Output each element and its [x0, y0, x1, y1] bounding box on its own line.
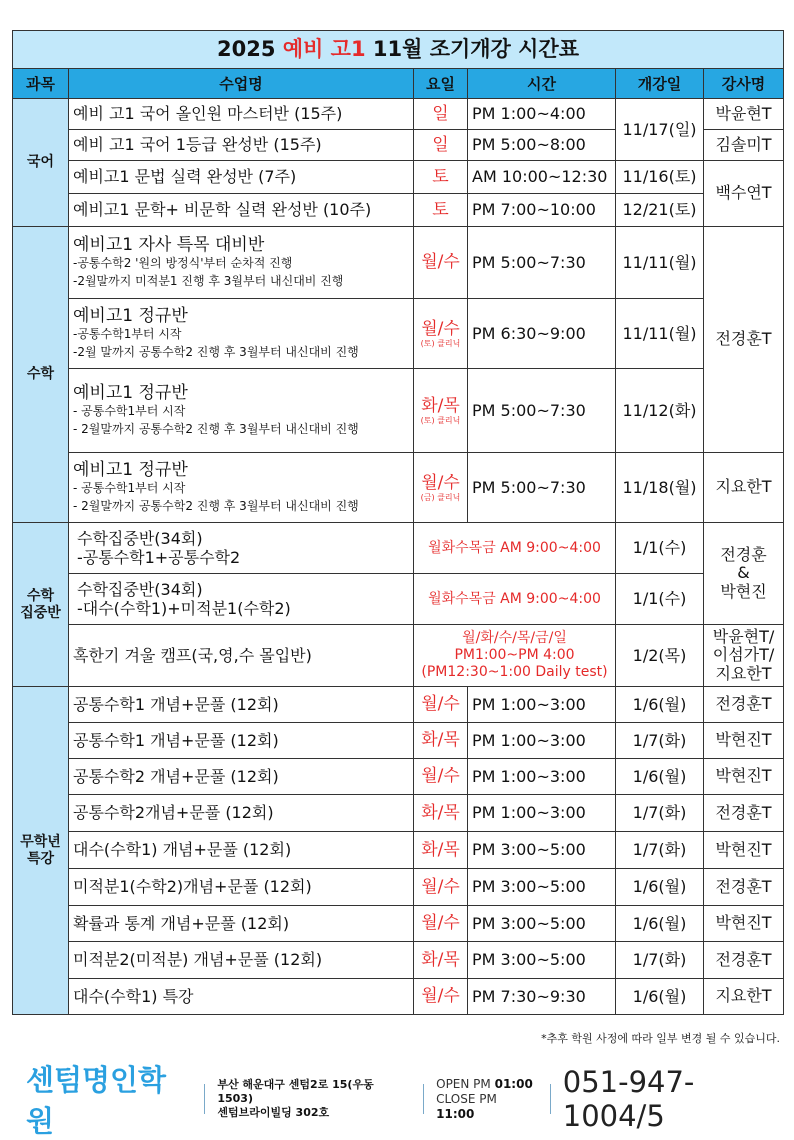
start-date-cell: 12/21(토) [616, 194, 704, 227]
table-row [13, 161, 784, 194]
class-note: - 2월말까지 공통수학2 진행 후 3월부터 내신대비 진행 [73, 421, 359, 436]
class-name-cell [69, 687, 414, 723]
table-row [13, 687, 784, 723]
day-cell [414, 942, 468, 979]
start-date-cell: 1/7(화) [616, 832, 704, 869]
table-row [13, 625, 784, 687]
time-cell: PM 3:00~5:00 [468, 832, 616, 869]
time-cell: PM 3:00~5:00 [468, 869, 616, 906]
class-note: - 2월말까지 공통수학2 진행 후 3월부터 내신대비 진행 [73, 498, 359, 513]
time-cell: PM 3:00~5:00 [468, 906, 616, 942]
class-name: 미적분1(수학2)개념+문풀 (12회) [73, 877, 312, 897]
subject-cell: 수학 집중반 [13, 523, 69, 687]
class-name: 미적분2(미적분) 개념+문풀 (12회) [73, 950, 323, 970]
class-name: 예비고1 정규반 [73, 382, 188, 403]
divider [550, 1084, 551, 1114]
class-name-cell [69, 523, 414, 574]
table-row [13, 906, 784, 942]
teacher-cell: 전경훈T [704, 687, 784, 723]
close-label: CLOSE PM [436, 1091, 497, 1106]
phone-number[interactable]: 051-947-1004/5 [562, 1065, 695, 1133]
table-row [13, 299, 784, 369]
day-cell [414, 227, 468, 299]
class-name-cell [69, 227, 414, 299]
table-row [13, 723, 784, 759]
teacher-cell: 백수연T [704, 161, 784, 227]
start-date-cell: 1/6(월) [616, 906, 704, 942]
table-row [13, 453, 784, 523]
day-text: 화/목 [421, 395, 460, 416]
teacher-cell: 전경훈T [704, 795, 784, 832]
class-name: 예비고1 문법 실력 완성반 (7주) [73, 167, 297, 187]
teacher-cell: 전경훈T [704, 869, 784, 906]
table-row [13, 869, 784, 906]
title-rest: 11월 조기개강 시간표 [365, 36, 580, 61]
day-cell [414, 795, 468, 832]
header-day: 요일 [414, 69, 468, 99]
day-cell [414, 130, 468, 161]
teacher-cell: 박현진T [704, 832, 784, 869]
class-note: -2월 말까지 공통수학2 진행 후 3월부터 내신대비 진행 [73, 344, 359, 359]
open-label: OPEN PM [436, 1076, 495, 1091]
timetable [12, 30, 784, 1015]
start-date-cell: 1/7(화) [616, 723, 704, 759]
class-name: 대수(수학1) 특강 [73, 986, 194, 1006]
table-row [13, 99, 784, 130]
header-start-date: 개강일 [616, 69, 704, 99]
class-name: 예비고1 문학+ 비문학 실력 완성반 (10주) [73, 200, 372, 220]
day-cell [414, 369, 468, 453]
day-text: 월/수 [421, 694, 460, 715]
divider [204, 1084, 205, 1114]
start-date-cell: 11/18(월) [616, 453, 704, 523]
day-cell [414, 161, 468, 194]
open-time: 01:00 [494, 1076, 533, 1091]
teacher-cell: 박현진T [704, 906, 784, 942]
day-text: 월/수 [421, 876, 460, 897]
class-name-cell [69, 979, 414, 1015]
day-text: 월/수 [421, 472, 460, 493]
teacher-cell: 지요한T [704, 979, 784, 1015]
header-subject: 과목 [13, 69, 69, 99]
time-cell: PM 5:00~7:30 [468, 369, 616, 453]
class-name: 확률과 통계 개념+문풀 (12회) [73, 913, 290, 933]
subject-cell: 무학년 특강 [13, 687, 69, 1015]
subject-cell: 수학 [13, 227, 69, 523]
class-name: 예비 고1 국어 올인원 마스터반 (15주) [73, 104, 343, 124]
day-text: 토 [432, 199, 449, 220]
time-cell: PM 1:00~3:00 [468, 795, 616, 832]
class-name: 수학집중반(34회) [77, 528, 203, 548]
start-date-cell: 1/1(수) [616, 523, 704, 574]
table-row [13, 942, 784, 979]
day-text: 화/목 [421, 949, 460, 970]
class-name-cell [69, 832, 414, 869]
start-date-cell: 1/6(월) [616, 759, 704, 795]
class-name: 예비고1 자사 특목 대비반 [73, 234, 265, 255]
start-date-cell: 11/16(토) [616, 161, 704, 194]
start-date-cell: 1/7(화) [616, 942, 704, 979]
teacher-cell: 박현진T [704, 723, 784, 759]
start-date-cell: 1/6(월) [616, 869, 704, 906]
time-cell: AM 10:00~12:30 [468, 161, 616, 194]
day-text: 월/수 [421, 913, 460, 934]
class-note: -공통수학1부터 시작 [73, 327, 182, 342]
day-note: (금) 클리닉 [420, 492, 461, 502]
day-text: 화/목 [421, 730, 460, 751]
header-row [13, 69, 784, 99]
address-line-2: 센텀브라이빌딩 302호 [217, 1106, 330, 1120]
class-note: -2월말까지 미적분1 진행 후 3월부터 내신대비 진행 [73, 273, 344, 288]
day-text: 월/수 [421, 766, 460, 787]
table-row [13, 194, 784, 227]
table-row [13, 832, 784, 869]
class-name-cell [69, 906, 414, 942]
class-name-cell [69, 194, 414, 227]
day-text: 월/수 [421, 252, 460, 273]
header-time: 시간 [468, 69, 616, 99]
start-date-cell: 11/17(일) [616, 99, 704, 161]
class-name: 예비 고1 국어 1등급 완성반 (15주) [73, 135, 322, 155]
class-name: 예비고1 정규반 [73, 305, 188, 326]
title-highlight: 예비 고1 [282, 36, 366, 61]
class-note: -공통수학1+공통수학2 [77, 548, 241, 567]
day-time-cell: 월화수목금 AM 9:00~4:00 [414, 523, 616, 574]
header-teacher: 강사명 [704, 69, 784, 99]
address-line-1: 부산 해운대구 센텀2로 15(우동 1503) [217, 1077, 374, 1105]
day-text: 일 [432, 103, 449, 124]
start-date-cell: 11/11(월) [616, 227, 704, 299]
class-note: - 공통수학1부터 시작 [73, 481, 186, 496]
day-cell [414, 979, 468, 1015]
class-name-cell [69, 723, 414, 759]
start-date-cell: 1/6(월) [616, 979, 704, 1015]
class-name-cell [69, 759, 414, 795]
class-name-cell [69, 130, 414, 161]
day-text: 일 [432, 134, 449, 155]
table-row [13, 759, 784, 795]
teacher-cell: 전경훈T [704, 227, 784, 453]
class-name-cell [69, 453, 414, 523]
table-row [13, 574, 784, 625]
time-cell: PM 5:00~8:00 [468, 130, 616, 161]
class-name-cell [69, 942, 414, 979]
teacher-cell: 전경훈T [704, 942, 784, 979]
teacher-cell: 김솔미T [704, 130, 784, 161]
start-date-cell: 1/2(목) [616, 625, 704, 687]
teacher-cell: 박윤현T/ 이섬가T/ 지요한T [704, 625, 784, 687]
day-cell [414, 687, 468, 723]
day-text: 화/목 [421, 839, 460, 860]
day-cell [414, 453, 468, 523]
start-date-cell: 1/7(화) [616, 795, 704, 832]
teacher-cell: 지요한T [704, 453, 784, 523]
day-cell [414, 869, 468, 906]
day-time-cell: 월/화/수/목/금/일 PM1:00~PM 4:00 (PM12:30~1:00 Daily test) [414, 625, 616, 687]
table-row [13, 795, 784, 832]
day-text: 토 [432, 166, 449, 187]
class-note: -공통수학2 '원의 방정식'부터 순차적 진행 [73, 256, 293, 271]
time-cell: PM 1:00~4:00 [468, 99, 616, 130]
class-name-cell [69, 299, 414, 369]
start-date-cell: 11/12(화) [616, 369, 704, 453]
time-cell: PM 1:00~3:00 [468, 759, 616, 795]
class-name-cell [69, 795, 414, 832]
class-name: 수학집중반(34회) [77, 579, 203, 599]
teacher-cell: 박현진T [704, 759, 784, 795]
teacher-cell: 전경훈 & 박현진 [704, 523, 784, 625]
time-cell: PM 5:00~7:30 [468, 453, 616, 523]
day-cell [414, 299, 468, 369]
class-name-cell [69, 625, 414, 687]
day-cell [414, 906, 468, 942]
start-date-cell: 1/6(월) [616, 687, 704, 723]
class-name-cell [69, 369, 414, 453]
class-name-cell [69, 869, 414, 906]
class-name: 예비고1 정규반 [73, 459, 188, 480]
class-name: 공통수학1 개념+문풀 (12회) [73, 694, 279, 714]
class-name: 공통수학2 개념+문풀 (12회) [73, 766, 279, 786]
class-note: - 공통수학1부터 시작 [73, 404, 186, 419]
time-cell: PM 5:00~7:30 [468, 227, 616, 299]
day-note: (토) 클리닉 [420, 415, 461, 425]
day-cell [414, 194, 468, 227]
time-cell: PM 3:00~5:00 [468, 942, 616, 979]
day-cell [414, 99, 468, 130]
class-name-cell [69, 161, 414, 194]
teacher-cell: 박윤현T [704, 99, 784, 130]
table-row [13, 979, 784, 1015]
opening-hours [436, 1077, 538, 1122]
page-title [13, 31, 784, 69]
day-cell [414, 723, 468, 759]
close-time: 11:00 [436, 1106, 475, 1121]
day-time-cell: 월화수목금 AM 9:00~4:00 [414, 574, 616, 625]
time-cell: PM 1:00~3:00 [468, 723, 616, 759]
header-class: 수업명 [69, 69, 414, 99]
class-name: 공통수학2개념+문풀 (12회) [73, 803, 274, 823]
time-cell: PM 7:00~10:00 [468, 194, 616, 227]
divider [423, 1084, 424, 1114]
title-year: 2025 [217, 36, 283, 61]
day-text: 월/수 [421, 986, 460, 1007]
time-cell: PM 1:00~3:00 [468, 687, 616, 723]
footer [26, 1058, 794, 1140]
start-date-cell: 11/11(월) [616, 299, 704, 369]
table-row [13, 227, 784, 299]
day-text: 화/목 [421, 802, 460, 823]
start-date-cell: 1/1(수) [616, 574, 704, 625]
class-name-cell [69, 574, 414, 625]
subject-cell: 국어 [13, 99, 69, 227]
class-name: 공통수학1 개념+문풀 (12회) [73, 730, 279, 750]
footnote: *추후 학원 사정에 따라 일부 변경 될 수 있습니다. [541, 1032, 780, 1045]
table-row [13, 369, 784, 453]
day-cell [414, 759, 468, 795]
class-name: 혹한기 겨울 캠프(국,영,수 몰입반) [73, 645, 312, 665]
day-note: (토) 클리닉 [420, 338, 461, 348]
class-note: -대수(수학1)+미적분1(수학2) [77, 599, 291, 618]
table-row [13, 523, 784, 574]
time-cell: PM 7:30~9:30 [468, 979, 616, 1015]
class-name: 대수(수학1) 개념+문풀 (12회) [73, 840, 292, 860]
time-cell: PM 6:30~9:00 [468, 299, 616, 369]
day-text: 월/수 [421, 318, 460, 339]
address [217, 1078, 411, 1121]
day-cell [414, 832, 468, 869]
academy-logo: 센텀명인학원 [26, 1063, 167, 1138]
class-name-cell [69, 99, 414, 130]
